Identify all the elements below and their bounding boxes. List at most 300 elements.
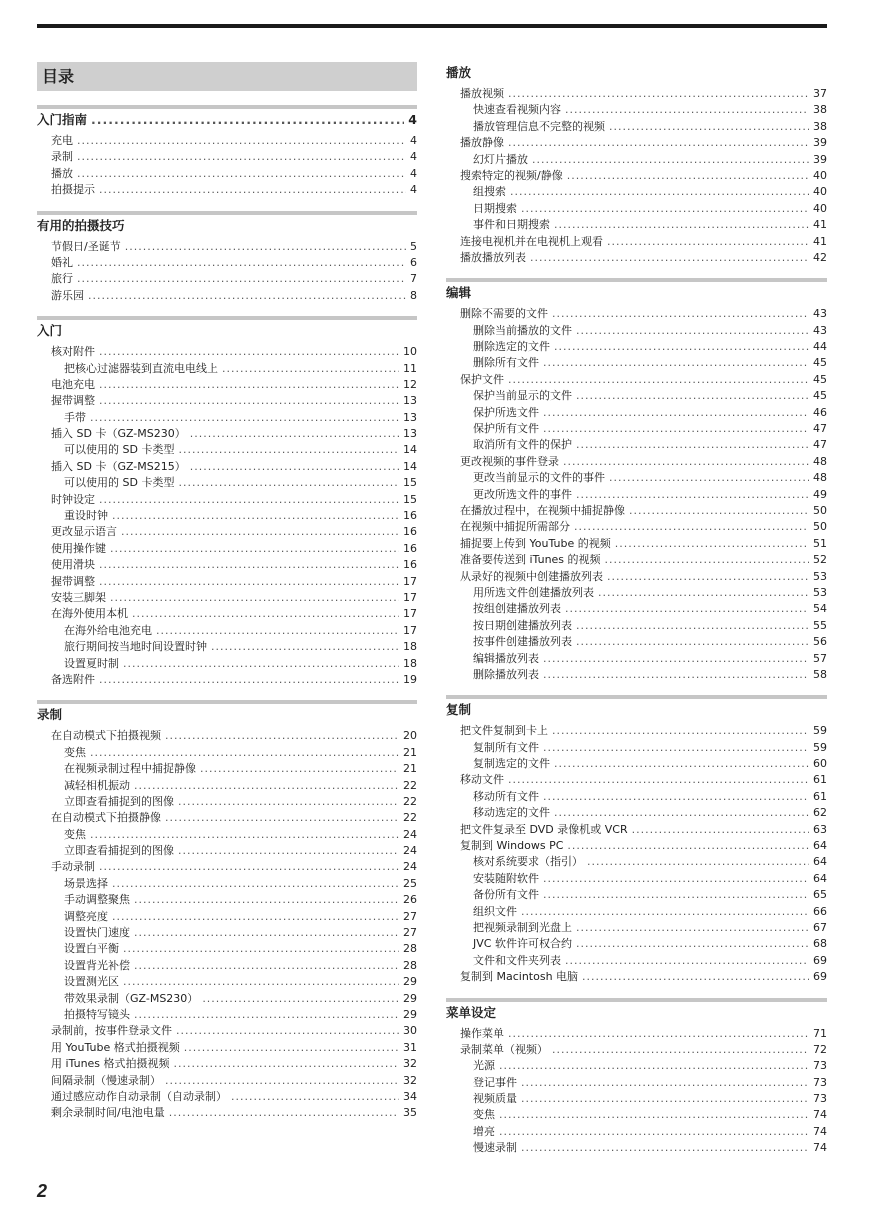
entry-label: 把文件复制到卡上 [460, 724, 548, 738]
entry-label: 减轻相机振动 [64, 778, 130, 792]
entry-label: 场景选择 [64, 876, 108, 890]
leader-dots [112, 876, 399, 892]
entry-page: 43 [813, 323, 827, 337]
section-gap [37, 688, 417, 700]
toc-entry[interactable] [446, 421, 827, 437]
leader-dots [554, 217, 809, 233]
entry-page: 37 [813, 87, 827, 100]
toc-entry[interactable] [446, 740, 827, 756]
toc-entry[interactable] [446, 306, 827, 322]
leader-dots [202, 991, 399, 1007]
leader-dots [99, 557, 399, 573]
leader-dots [607, 234, 809, 250]
toc-entry[interactable] [446, 1091, 827, 1107]
toc-entry[interactable] [446, 201, 827, 217]
toc-entry[interactable] [37, 574, 417, 590]
toc-entry[interactable] [37, 508, 417, 524]
toc-section [446, 278, 827, 683]
toc-entry[interactable] [446, 723, 827, 739]
section-title: 播放 [446, 65, 472, 80]
entry-page: 28 [403, 958, 417, 972]
toc-entry[interactable] [446, 904, 827, 920]
toc-entry[interactable] [446, 388, 827, 404]
leader-dots [598, 585, 809, 601]
entry-page: 28 [403, 942, 417, 956]
toc-entry[interactable] [446, 437, 827, 453]
toc-entry[interactable] [446, 936, 827, 952]
leader-dots [190, 459, 399, 475]
toc-entry[interactable] [446, 1075, 827, 1091]
entry-page: 73 [813, 1059, 827, 1073]
toc-entry[interactable] [37, 623, 417, 639]
entry-page: 48 [813, 471, 827, 485]
leader-dots [521, 1075, 809, 1091]
toc-entry[interactable] [37, 524, 417, 540]
entry-list [446, 1026, 827, 1157]
entry-label: 播放静像 [460, 136, 504, 150]
entry-label: 安装三脚架 [51, 590, 106, 604]
leader-dots [125, 239, 406, 255]
toc-entry[interactable] [446, 372, 827, 388]
leader-dots [211, 639, 399, 655]
toc-entry[interactable] [37, 876, 417, 892]
leader-dots [543, 355, 809, 371]
entry-label: 核对系统要求（指引） [473, 855, 583, 869]
toc-entry[interactable] [446, 102, 827, 118]
toc-entry[interactable] [446, 618, 827, 634]
toc-entry[interactable] [446, 667, 827, 683]
toc-entry[interactable] [446, 838, 827, 854]
toc-entry[interactable] [446, 168, 827, 184]
toc-entry[interactable] [446, 250, 827, 266]
toc-entry[interactable] [446, 487, 827, 503]
entry-label: 视频质量 [473, 1092, 517, 1106]
entry-label: 更改当前显示的文件的事件 [473, 471, 605, 485]
entry-page: 29 [403, 991, 417, 1005]
leader-dots [123, 941, 399, 957]
toc-entry[interactable] [37, 941, 417, 957]
leader-dots [165, 728, 399, 744]
toc-entry[interactable] [37, 557, 417, 573]
entry-label: 登记事件 [473, 1075, 517, 1089]
toc-entry[interactable] [37, 442, 417, 458]
leader-dots [77, 166, 406, 182]
toc-entry[interactable] [446, 569, 827, 585]
leader-dots [543, 740, 809, 756]
leader-dots [543, 405, 809, 421]
leader-dots [184, 1040, 399, 1056]
entry-label: 光源 [473, 1059, 495, 1073]
entry-label: 播放播放列表 [460, 250, 526, 264]
leader-dots [156, 623, 399, 639]
leader-dots [110, 541, 399, 557]
leader-dots [565, 953, 809, 969]
toc-entry[interactable] [446, 871, 827, 887]
leader-dots [90, 410, 399, 426]
leader-dots [565, 102, 809, 118]
entry-label: 用 YouTube 格式拍摄视频 [51, 1040, 180, 1054]
entry-label: 更改视频的事件登录 [460, 454, 559, 468]
leader-dots [222, 361, 399, 377]
entry-label: 复制选定的文件 [473, 757, 550, 771]
entry-label: 握带调整 [51, 394, 95, 408]
toc-entry[interactable] [37, 672, 417, 688]
toc-entry[interactable] [37, 459, 417, 475]
toc-entry[interactable] [37, 271, 417, 287]
section-heading[interactable] [446, 700, 827, 720]
toc-entry[interactable] [446, 119, 827, 135]
toc-entry[interactable] [37, 149, 417, 165]
entry-label: 快速查看视频内容 [473, 103, 561, 117]
toc-entry[interactable] [446, 1026, 827, 1042]
toc-entry[interactable] [37, 794, 417, 810]
entry-page: 41 [813, 234, 827, 248]
leader-dots [574, 519, 809, 535]
leader-dots [554, 756, 809, 772]
toc-entry[interactable] [446, 585, 827, 601]
section-gap [446, 683, 827, 695]
leader-dots [77, 133, 406, 149]
entry-label: 操作菜单 [460, 1026, 504, 1040]
entry-label: JVC 软件许可权合约 [473, 937, 572, 951]
toc-entry[interactable] [37, 377, 417, 393]
leader-dots [576, 323, 809, 339]
entry-label: 备份所有文件 [473, 888, 539, 902]
toc-entry[interactable] [37, 288, 417, 304]
leader-dots [615, 536, 809, 552]
entry-page: 53 [813, 585, 827, 599]
toc-entry[interactable] [37, 239, 417, 255]
entry-label: 带效果录制（GZ-MS230） [64, 991, 199, 1005]
entry-page: 47 [813, 422, 827, 436]
toc-entry[interactable] [37, 827, 417, 843]
entry-page: 56 [813, 635, 827, 649]
toc-entry[interactable] [37, 255, 417, 271]
entry-label: 剩余录制时间/电池电量 [51, 1106, 165, 1120]
toc-entry[interactable] [37, 728, 417, 744]
entry-page: 4 [410, 166, 417, 180]
toc-entry[interactable] [37, 778, 417, 794]
entry-page: 69 [813, 953, 827, 967]
toc-entry[interactable] [446, 854, 827, 870]
entry-page: 32 [403, 1057, 417, 1071]
entry-label: 保护当前显示的文件 [473, 389, 572, 403]
toc-entry[interactable] [446, 651, 827, 667]
entry-page: 35 [403, 1106, 417, 1120]
toc-entry[interactable] [446, 339, 827, 355]
toc-entry[interactable] [446, 234, 827, 250]
toc-entry[interactable] [37, 974, 417, 990]
entry-label: 在视频录制过程中捕捉静像 [64, 762, 196, 776]
toc-entry[interactable] [37, 991, 417, 1007]
toc-entry[interactable] [37, 639, 417, 655]
toc-entry[interactable] [37, 344, 417, 360]
entry-page: 16 [403, 541, 417, 555]
toc-entry[interactable] [37, 1089, 417, 1105]
toc-entry[interactable] [37, 909, 417, 925]
toc-entry[interactable] [446, 470, 827, 486]
toc-section [446, 695, 827, 985]
toc-entry[interactable] [446, 503, 827, 519]
entry-page: 71 [813, 1026, 827, 1040]
leader-dots [521, 201, 809, 217]
section-title: 入门指南 [37, 112, 88, 127]
toc-entry[interactable] [37, 1073, 417, 1089]
toc-section [37, 316, 417, 688]
toc-entry[interactable] [37, 1023, 417, 1039]
toc-entry[interactable] [446, 887, 827, 903]
toc-section [37, 105, 417, 199]
toc-entry[interactable] [37, 492, 417, 508]
leader-dots [554, 805, 809, 821]
toc-entry[interactable] [446, 217, 827, 233]
toc-entry[interactable] [446, 355, 827, 371]
toc-entry[interactable] [446, 454, 827, 470]
entry-page: 4 [410, 183, 417, 197]
leader-dots [178, 794, 399, 810]
entry-page: 29 [403, 1007, 417, 1021]
entry-page: 21 [403, 762, 417, 776]
toc-entry[interactable] [446, 1140, 827, 1156]
entry-label: 增亮 [473, 1124, 495, 1138]
entry-label: 立即查看捕捉到的图像 [64, 844, 174, 858]
section-heading[interactable] [37, 216, 417, 236]
leader-dots [543, 651, 809, 667]
leader-dots [178, 843, 399, 859]
toc-entry[interactable] [446, 135, 827, 151]
entry-label: 删除选定的文件 [473, 340, 550, 354]
toc-entry[interactable] [446, 519, 827, 535]
toc-entry[interactable] [37, 656, 417, 672]
entry-page: 22 [403, 778, 417, 792]
leader-dots [77, 271, 406, 287]
toc-entry[interactable] [446, 405, 827, 421]
toc-entry[interactable] [446, 601, 827, 617]
leader-dots [567, 838, 809, 854]
leader-dots [112, 508, 399, 524]
toc-entry[interactable] [446, 1124, 827, 1140]
leader-dots [499, 1124, 809, 1140]
section-heading[interactable] [37, 321, 417, 341]
entry-label: 设置夏时制 [64, 656, 119, 670]
entry-page: 42 [813, 250, 827, 264]
toc-entry[interactable] [37, 745, 417, 761]
leader-dots [110, 590, 399, 606]
entry-page: 31 [403, 1040, 417, 1054]
entry-label: 在播放过程中，在视频中捕捉静像 [460, 503, 625, 517]
toc-entry[interactable] [37, 590, 417, 606]
toc-entry[interactable] [446, 756, 827, 772]
entry-label: 连接电视机并在电视机上观看 [460, 234, 603, 248]
entry-label: 重设时钟 [64, 509, 108, 523]
entry-label: 幻灯片播放 [473, 152, 528, 166]
toc-entry[interactable] [37, 1105, 417, 1121]
entry-label: 组搜索 [473, 185, 506, 199]
entry-label: 握带调整 [51, 574, 95, 588]
leader-dots [632, 822, 809, 838]
toc-entry[interactable] [37, 410, 417, 426]
toc-entry[interactable] [37, 1056, 417, 1072]
entry-label: 手带 [64, 410, 86, 424]
entry-page: 26 [403, 893, 417, 907]
toc-entry[interactable] [37, 133, 417, 149]
entry-page: 50 [813, 503, 827, 517]
entry-label: 录制 [51, 150, 73, 164]
leader-dots [510, 184, 809, 200]
entry-page: 46 [813, 405, 827, 419]
toc-entry[interactable] [446, 552, 827, 568]
entry-page: 61 [813, 789, 827, 803]
toc-entry[interactable] [446, 86, 827, 102]
entry-label: 更改所选文件的事件 [473, 487, 572, 501]
entry-page: 18 [403, 656, 417, 670]
entry-page: 18 [403, 640, 417, 654]
section-heading[interactable] [446, 283, 827, 303]
toc-entry[interactable] [37, 892, 417, 908]
toc-entry[interactable] [446, 969, 827, 985]
entry-label: 充电 [51, 134, 73, 147]
toc-entry[interactable] [37, 426, 417, 442]
leader-dots [99, 859, 399, 875]
toc-entry[interactable] [37, 1040, 417, 1056]
entry-label: 保护文件 [460, 372, 504, 386]
toc-entry[interactable] [37, 843, 417, 859]
toc-entry[interactable] [446, 323, 827, 339]
leader-dots [607, 569, 809, 585]
toc-section [446, 998, 827, 1157]
entry-list [446, 86, 827, 266]
entry-label: 删除当前播放的文件 [473, 323, 572, 337]
leader-dots [178, 442, 399, 458]
entry-page: 15 [403, 476, 417, 490]
toc-entry[interactable] [37, 810, 417, 826]
toc-title: 目录 [37, 62, 417, 91]
entry-label: 设置背光补偿 [64, 958, 130, 972]
toc-entry[interactable] [37, 166, 417, 182]
toc-entry[interactable] [37, 958, 417, 974]
entry-page: 14 [403, 443, 417, 457]
entry-label: 更改显示语言 [51, 525, 117, 539]
entry-page: 74 [813, 1124, 827, 1138]
leader-dots [90, 827, 399, 843]
toc-entry[interactable] [37, 761, 417, 777]
entry-label: 变焦 [473, 1108, 495, 1122]
toc-entry[interactable] [446, 152, 827, 168]
section-title: 录制 [37, 707, 63, 723]
entry-label: 复制到 Macintosh 电脑 [460, 970, 579, 984]
entry-page: 59 [813, 724, 827, 738]
toc-entry[interactable] [37, 925, 417, 941]
toc-entry[interactable] [446, 184, 827, 200]
toc-entry[interactable] [37, 361, 417, 377]
leader-dots [174, 1056, 399, 1072]
leader-dots [543, 887, 809, 903]
toc-section [446, 63, 827, 266]
entry-label: 文件和文件夹列表 [473, 953, 561, 967]
leader-dots [576, 936, 809, 952]
toc-entry[interactable] [446, 822, 827, 838]
entry-page: 11 [403, 361, 417, 375]
entry-page: 72 [813, 1042, 827, 1056]
entry-page: 64 [813, 855, 827, 869]
section-title: 菜单设定 [446, 1004, 497, 1020]
toc-entry[interactable] [446, 772, 827, 788]
entry-page: 21 [403, 745, 417, 759]
entry-page: 10 [403, 345, 417, 359]
entry-page: 20 [403, 729, 417, 743]
toc-entry[interactable] [446, 1042, 827, 1058]
toc-entry[interactable] [446, 805, 827, 821]
entry-list [37, 344, 417, 688]
section-heading[interactable] [37, 705, 417, 725]
entry-page: 73 [813, 1092, 827, 1106]
toc-entry[interactable] [37, 859, 417, 875]
leader-dots [90, 745, 399, 761]
entry-label: 在视频中捕捉所需部分 [460, 520, 570, 534]
toc-entry[interactable] [37, 182, 417, 198]
leader-dots [629, 503, 809, 519]
toc-entry[interactable] [446, 920, 827, 936]
section-rule [37, 316, 417, 320]
section-heading[interactable] [37, 110, 417, 130]
toc-entry[interactable] [446, 953, 827, 969]
toc-entry[interactable] [446, 536, 827, 552]
toc-entry[interactable] [446, 789, 827, 805]
entry-label: 删除不需要的文件 [460, 307, 548, 321]
section-gap [37, 304, 417, 316]
entry-label: 使用滑块 [51, 558, 95, 572]
toc-entry[interactable] [37, 606, 417, 622]
leader-dots [99, 492, 399, 508]
entry-page: 6 [410, 255, 417, 269]
entry-page: 39 [813, 152, 827, 166]
leader-dots [134, 892, 399, 908]
entry-label: 从录好的视频中创建播放列表 [460, 569, 603, 583]
entry-label: 在海外给电池充电 [64, 623, 152, 637]
entry-page: 50 [813, 520, 827, 534]
entry-page: 58 [813, 667, 827, 681]
leader-dots [552, 723, 809, 739]
toc-entry[interactable] [37, 475, 417, 491]
entry-label: 拍摄特写镜头 [64, 1007, 130, 1021]
section-heading[interactable] [446, 63, 827, 83]
entry-page: 24 [403, 827, 417, 841]
leader-dots [121, 524, 399, 540]
toc-entry[interactable] [37, 1007, 417, 1023]
entry-label: 用 iTunes 格式拍摄视频 [51, 1057, 170, 1071]
toc-entry[interactable] [446, 1107, 827, 1123]
entry-page: 49 [813, 487, 827, 501]
toc-entry[interactable] [446, 634, 827, 650]
leader-dots [231, 1089, 399, 1105]
entry-page: 64 [813, 871, 827, 885]
section-gap [446, 986, 827, 998]
entry-label: 旅行 [51, 272, 73, 286]
leader-dots [609, 470, 809, 486]
section-heading[interactable] [446, 1003, 827, 1023]
toc-entry[interactable] [37, 393, 417, 409]
entry-label: 保护所选文件 [473, 405, 539, 419]
entry-label: 取消所有文件的保护 [473, 438, 572, 452]
leader-dots [99, 672, 399, 688]
leader-dots [169, 1105, 399, 1121]
entry-label: 通过感应动作自动录制（自动录制） [51, 1089, 227, 1103]
leader-dots [543, 667, 809, 683]
leader-dots [178, 475, 399, 491]
toc-entry[interactable] [446, 1058, 827, 1074]
toc-entry[interactable] [37, 541, 417, 557]
entry-page: 61 [813, 773, 827, 787]
